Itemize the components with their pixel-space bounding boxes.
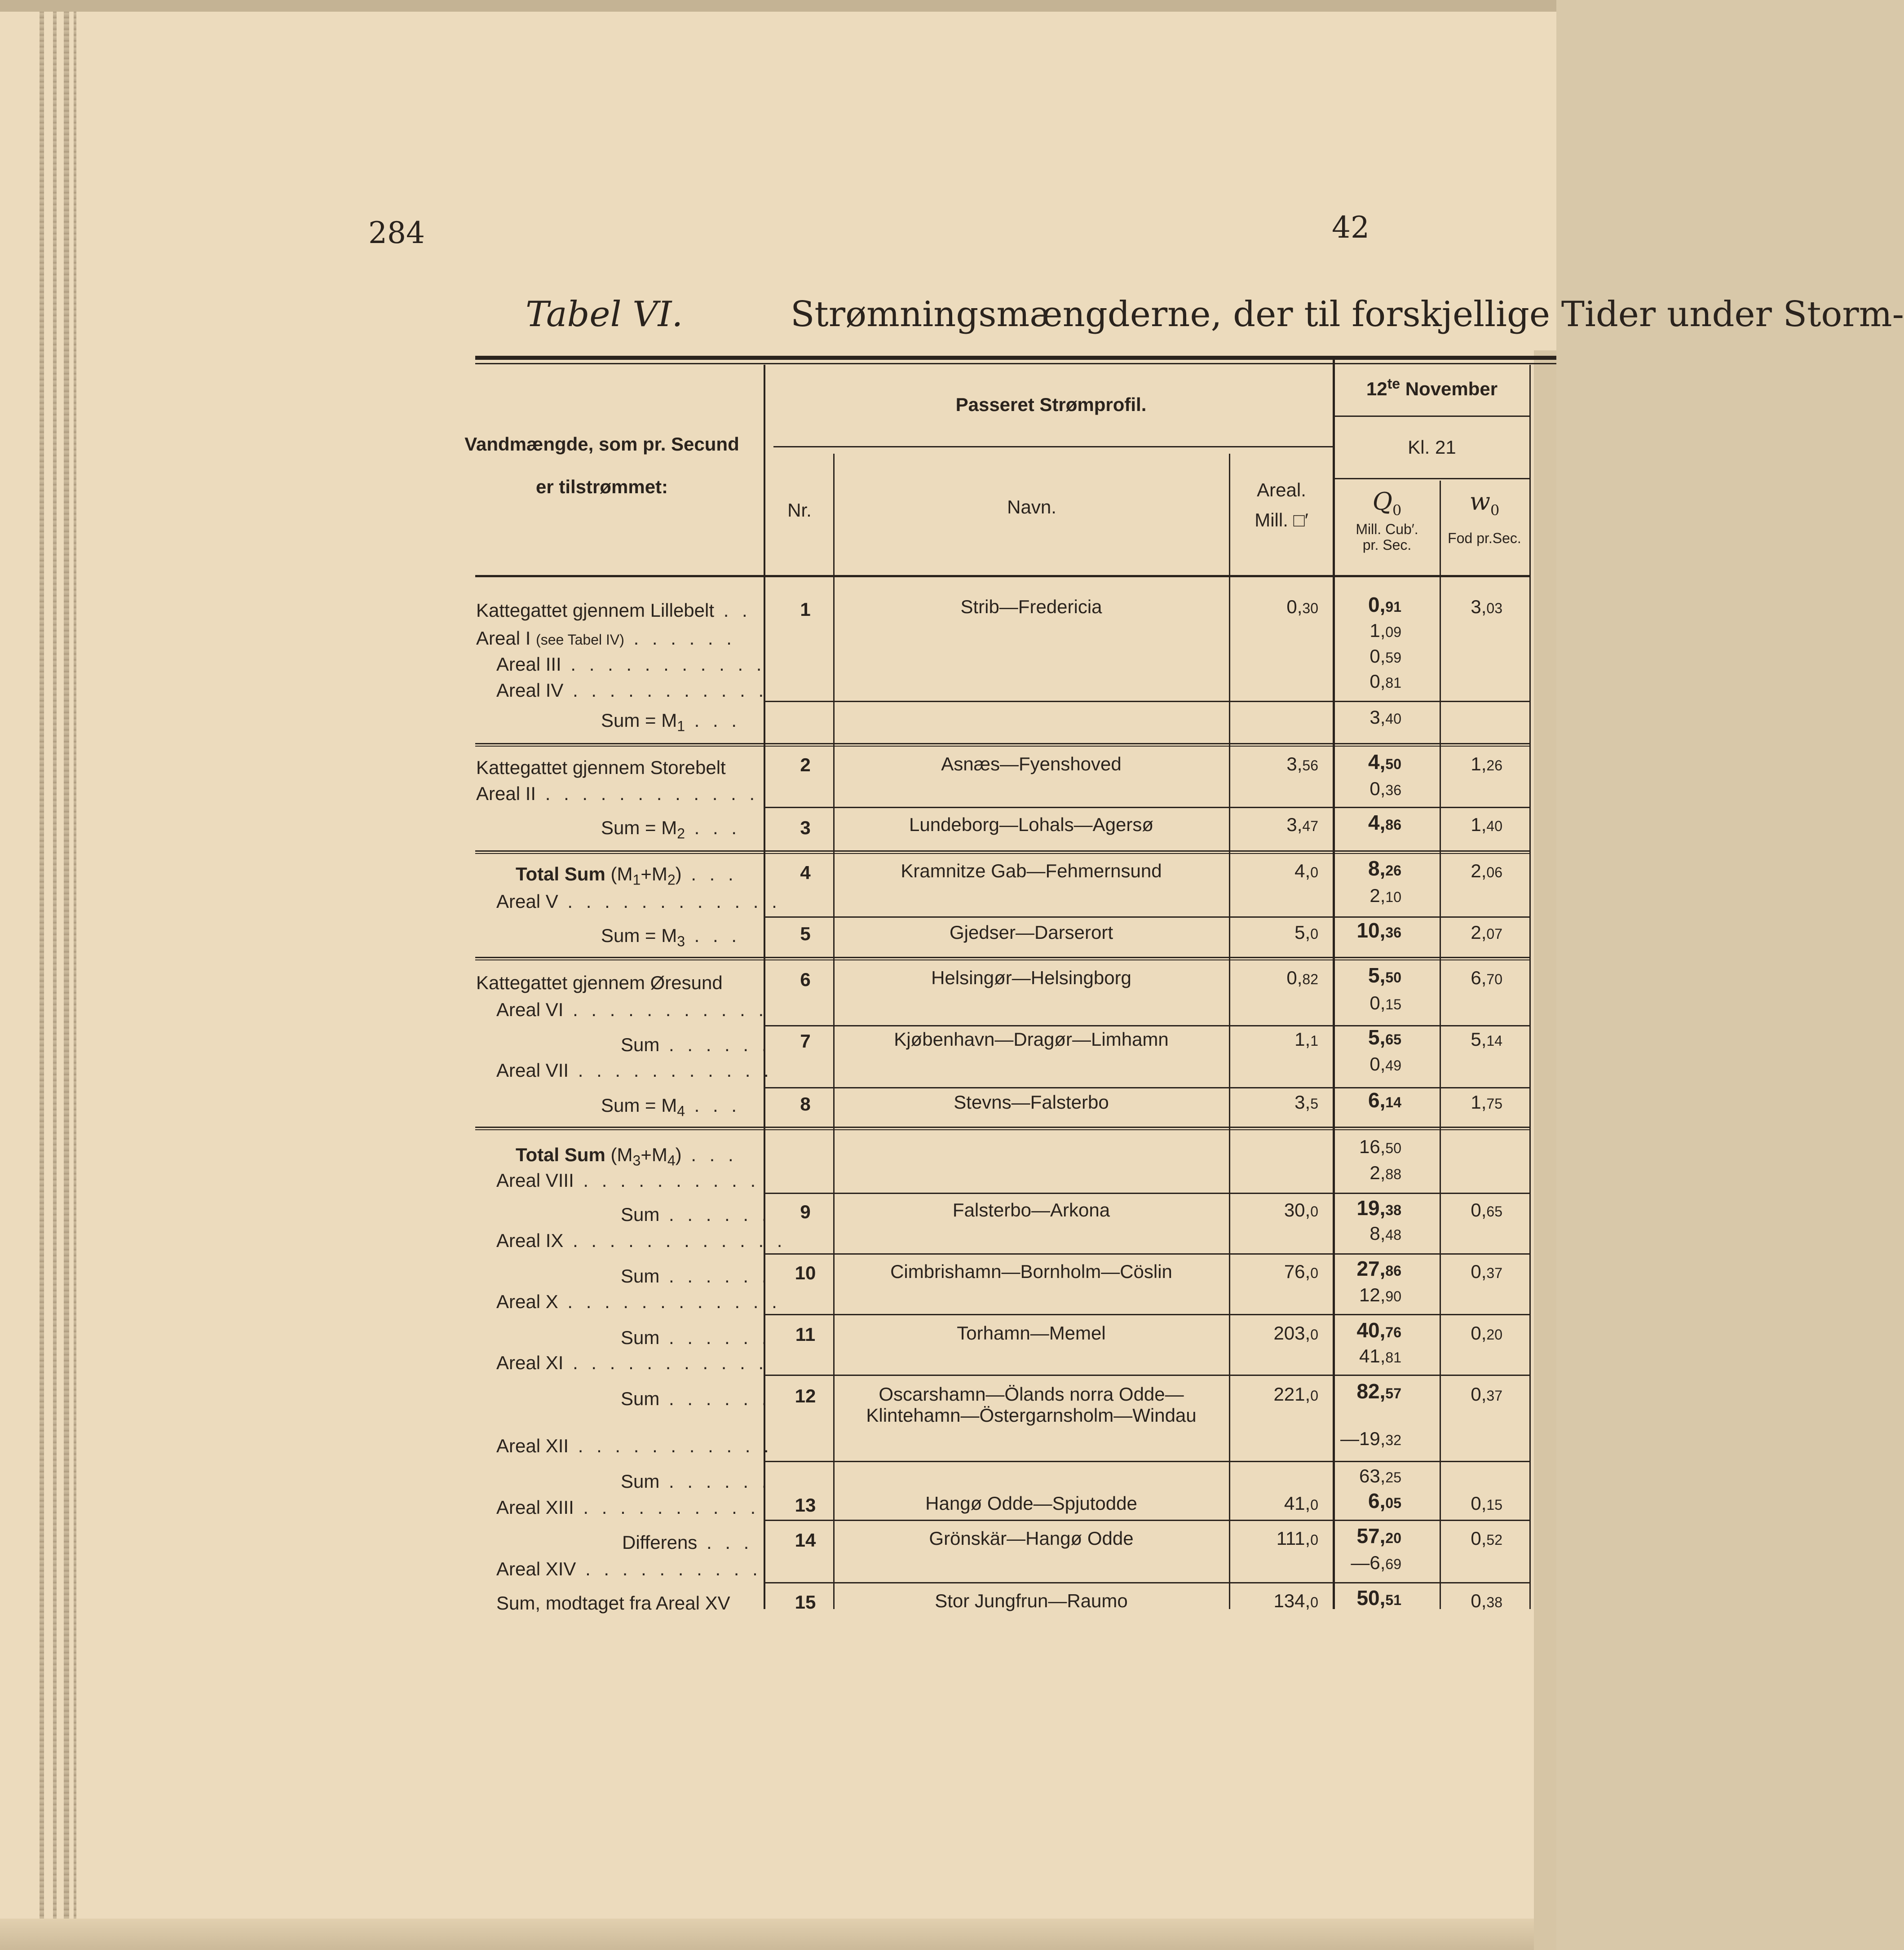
left-label-sum-11: Sum . . . . . . xyxy=(621,1327,771,1348)
left-label-areal-v: Areal V . . . . . . . . . . . . xyxy=(496,891,781,912)
left-label-areal-ii: Areal II . . . . . . . . . . . . xyxy=(476,783,759,804)
left-label-sum-10: Sum . . . . . . xyxy=(621,1265,771,1287)
left-label-areal-iv: Areal IV . . . . . . . . . . . xyxy=(496,680,768,701)
page-right-edge xyxy=(1534,350,1556,1950)
q-cell: 10,36 xyxy=(1356,919,1401,942)
left-label-sum-areal-xv: Sum, modtaget fra Areal XV xyxy=(496,1592,730,1614)
left-label-areal-iii: Areal III . . . . . . . . . . . xyxy=(496,654,766,675)
left-label-sum-12: Sum . . . . . . xyxy=(621,1388,771,1409)
q-cell: 0,91 xyxy=(1368,593,1401,616)
nr-cell: 13 xyxy=(795,1495,816,1516)
w-cell: 0,15 xyxy=(1471,1493,1502,1514)
navn-cell: Torhamn—Memel xyxy=(957,1322,1106,1344)
q-extra-cell: —19,32 xyxy=(1340,1428,1401,1449)
navn-cell: Kramnitze Gab—Fehmernsund xyxy=(901,860,1162,881)
left-label-differens: Differens . . . xyxy=(622,1532,753,1553)
left-label-sum-13: Sum . . . . . . xyxy=(621,1471,771,1492)
navn-cell: Hangø Odde—Spjutodde xyxy=(925,1493,1137,1514)
navn-cell-line-2: Klintehamn—Östergarnsholm—Windau xyxy=(866,1405,1197,1426)
nr-cell: 11 xyxy=(795,1324,816,1345)
page-edge-left-2 xyxy=(53,0,57,1950)
nr-cell: 10 xyxy=(795,1262,816,1283)
nr-cell: 15 xyxy=(795,1592,816,1613)
q-extra-cell: 0,15 xyxy=(1369,992,1401,1013)
nr-cell: 2 xyxy=(800,754,811,775)
left-label-storebelt: Kattegattet gjennem Storebelt xyxy=(476,757,726,778)
q-cell: 27,86 xyxy=(1356,1257,1401,1280)
left-label-areal-viii: Areal VIII . . . . . . . . . . xyxy=(496,1170,760,1191)
q-cell: 50,51 xyxy=(1356,1586,1401,1610)
q-extra-cell: 41,81 xyxy=(1359,1345,1401,1366)
nr-heading: Nr. xyxy=(787,500,812,521)
q-cell: 57,20 xyxy=(1356,1524,1401,1548)
nr-cell: 9 xyxy=(800,1201,811,1222)
nr-cell: 3 xyxy=(800,817,811,838)
nr-cell: 7 xyxy=(800,1030,811,1052)
areal-cell: 76,0 xyxy=(1284,1261,1318,1282)
date-day: 12 xyxy=(1366,378,1387,399)
areal-cell: 30,0 xyxy=(1284,1199,1318,1220)
q-symbol: Q xyxy=(1372,487,1392,516)
left-label-sum-m1: Sum = $M_1$ . . . xyxy=(601,710,741,734)
left-label-total-sum-m3-m4: Total Sum $(M_3+M_4)$ . . . xyxy=(516,1144,738,1169)
w-cell: 5,14 xyxy=(1471,1029,1502,1050)
left-label-areal-ix: Areal IX . . . . . . . . . . . . xyxy=(496,1230,786,1251)
profile-heading: Passeret Strømprofil. xyxy=(955,394,1147,415)
areal-cell: 1,1 xyxy=(1294,1029,1318,1050)
page-number: 284 xyxy=(368,216,425,250)
date-heading xyxy=(1366,376,1498,398)
q-cell: 5,50 xyxy=(1368,964,1401,987)
w-cell: 1,26 xyxy=(1471,753,1502,774)
q-cell: 6,05 xyxy=(1368,1489,1401,1512)
nr-cell: 1 xyxy=(800,599,811,620)
navn-cell: Lundeborg—Lohals—Agersø xyxy=(909,814,1153,835)
nr-cell: 12 xyxy=(795,1385,816,1406)
areal-heading: Areal. xyxy=(1257,479,1306,500)
w-cell: 1,40 xyxy=(1471,814,1502,835)
w-cell: 0,38 xyxy=(1471,1590,1502,1611)
areal-cell: 0,82 xyxy=(1286,967,1318,988)
q-unit-1: Mill. Cub′. xyxy=(1356,521,1418,537)
navn-cell: Stor Jungfrun—Raumo xyxy=(935,1590,1128,1611)
w-unit: Fod pr.Sec. xyxy=(1448,530,1521,546)
time-heading: Kl. 21 xyxy=(1408,437,1456,458)
navn-heading: Navn. xyxy=(1007,496,1056,517)
left-heading-line-2: er tilstrømmet: xyxy=(535,476,668,497)
q-extra-cell: 16,50 xyxy=(1359,1136,1401,1157)
areal-cell: 4,0 xyxy=(1294,860,1318,881)
w-cell: 0,20 xyxy=(1471,1322,1502,1344)
left-label-sum-9: Sum . . . . . . xyxy=(621,1204,771,1225)
page-bottom-edge xyxy=(0,1919,1556,1950)
areal-unit: Mill. □′ xyxy=(1255,509,1308,531)
nr-cell: 5 xyxy=(800,923,811,944)
areal-cell: 3,5 xyxy=(1294,1092,1318,1113)
page-top-edge xyxy=(0,0,1556,12)
q-cell: 40,76 xyxy=(1356,1318,1401,1342)
q-extra-cell: 0,49 xyxy=(1369,1053,1401,1074)
date-month: November xyxy=(1400,378,1498,399)
areal-cell: 134,0 xyxy=(1273,1590,1318,1611)
w-cell: 2,06 xyxy=(1471,860,1502,881)
q-cell: 4,86 xyxy=(1368,811,1401,834)
left-heading-line-1: Vandmængde, som pr. Secund xyxy=(464,433,739,455)
left-label-areal-xii: Areal XII . . . . . . . . . . . xyxy=(496,1435,773,1456)
areal-cell: 111,0 xyxy=(1276,1528,1318,1549)
left-label-areal-xi: Areal XI . . . . . . . . . . . xyxy=(496,1352,768,1373)
navn-cell: Asnæs—Fyenshoved xyxy=(941,753,1122,774)
nr-cell: 6 xyxy=(800,969,811,990)
areal-cell: 41,0 xyxy=(1284,1493,1318,1514)
w-cell: 0,37 xyxy=(1471,1384,1502,1405)
navn-cell: Oscarshamn—Ölands norra Odde— xyxy=(879,1384,1184,1405)
nr-cell: 8 xyxy=(800,1093,811,1114)
navn-cell: Cimbrishamn—Bornholm—Cöslin xyxy=(890,1261,1172,1282)
page-edge-left-1 xyxy=(40,0,44,1950)
q-extra-cell: 2,88 xyxy=(1369,1162,1401,1183)
left-label-areal-vii: Areal VII . . . . . . . . . . . xyxy=(496,1060,773,1081)
w-symbol: w xyxy=(1469,487,1490,516)
q-extra-cell: 8,48 xyxy=(1369,1223,1401,1244)
q-extra-cell: 0,59 xyxy=(1369,646,1401,667)
navn-cell: Gjedser—Darserort xyxy=(949,922,1113,943)
w-cell: 2,07 xyxy=(1471,922,1502,943)
q-extra-cell: 63,25 xyxy=(1359,1465,1401,1486)
w-cell: 1,75 xyxy=(1471,1092,1502,1113)
q-unit-2: pr. Sec. xyxy=(1362,537,1412,553)
sub-page-number: 42 xyxy=(1332,210,1369,245)
q-cell: 6,14 xyxy=(1368,1088,1401,1112)
left-label-areal-x: Areal X . . . . . . . . . . . . xyxy=(496,1291,781,1312)
navn-cell: Kjøbenhavn—Dragør—Limhamn xyxy=(894,1029,1169,1050)
nr-cell: 4 xyxy=(800,862,811,883)
q-extra-cell: 0,36 xyxy=(1369,778,1401,799)
left-label-lillebelt: Kattegattet gjennem Lillebelt . . xyxy=(476,600,751,621)
navn-cell: Strib—Fredericia xyxy=(960,596,1102,617)
q-extra-cell: 3,40 xyxy=(1369,707,1401,728)
navn-cell: Grönskär—Hangø Odde xyxy=(929,1528,1134,1549)
q-extra-cell: 12,90 xyxy=(1359,1284,1401,1305)
navn-cell: Stevns—Falsterbo xyxy=(954,1092,1109,1113)
w-cell: 0,52 xyxy=(1471,1528,1502,1549)
left-label-sum-m4: Sum = $M_4$ . . . xyxy=(601,1095,741,1119)
navn-cell: Helsingør—Helsingborg xyxy=(931,967,1131,988)
left-label-sum-m3: Sum = $M_3$ . . . xyxy=(601,925,741,950)
left-label-areal-xiii: Areal XIII . . . . . . . . . . xyxy=(496,1497,760,1518)
w-cell: 3,03 xyxy=(1471,596,1502,617)
left-label-oresund: Kattegattet gjennem Øresund xyxy=(476,972,723,993)
page-edge-left-3 xyxy=(64,0,69,1950)
w-cell: 6,70 xyxy=(1471,967,1502,988)
areal-cell: 221,0 xyxy=(1273,1384,1318,1405)
w-cell: 0,37 xyxy=(1471,1261,1502,1282)
w-heading xyxy=(1469,487,1500,519)
q-cell: 19,38 xyxy=(1356,1196,1401,1220)
q-cell: 5,65 xyxy=(1368,1026,1401,1049)
left-label-areal-vi: Areal VI . . . . . . . . . . . xyxy=(496,999,768,1020)
date-sup: te xyxy=(1387,376,1400,392)
q-extra-cell: 1,09 xyxy=(1369,620,1401,641)
left-label-sum-7: Sum . . . . . . xyxy=(621,1034,771,1055)
areal-cell: 3,56 xyxy=(1286,753,1318,774)
q-extra-cell: 2,10 xyxy=(1369,885,1401,906)
left-label-areal-i: Areal I (see Tabel IV) . . . . . . xyxy=(476,628,736,649)
w-cell: 0,65 xyxy=(1471,1199,1502,1220)
page-edge-left-4 xyxy=(74,0,76,1950)
q-extra-cell: —6,69 xyxy=(1351,1552,1401,1573)
navn-cell: Falsterbo—Arkona xyxy=(952,1199,1110,1220)
nr-cell: 14 xyxy=(795,1530,816,1551)
w-sub: 0 xyxy=(1490,501,1500,519)
table-label: Tabel VI. xyxy=(526,294,683,335)
left-label-sum-m2: Sum = $M_2$ . . . xyxy=(601,817,741,842)
left-label-areal-xiv: Areal XIV . . . . . . . . . . xyxy=(496,1558,762,1579)
q-cell: 4,50 xyxy=(1368,750,1401,774)
areal-cell: 5,0 xyxy=(1294,922,1318,943)
left-label-total-sum-m1-m2: Total Sum $(M_1+M_2)$ . . . xyxy=(516,863,738,888)
areal-cell: 203,0 xyxy=(1273,1322,1318,1344)
areal-cell: 3,47 xyxy=(1286,814,1318,835)
table-caption: Strømningsmængderne, der til forskjellige Tider under Storm- xyxy=(791,294,1904,335)
areal-cell: 0,30 xyxy=(1286,596,1318,617)
q-cell: 82,57 xyxy=(1356,1380,1401,1403)
q-cell: 8,26 xyxy=(1368,857,1401,880)
q-sub: 0 xyxy=(1392,501,1402,519)
q-heading xyxy=(1372,487,1402,519)
q-extra-cell: 0,81 xyxy=(1369,671,1401,692)
